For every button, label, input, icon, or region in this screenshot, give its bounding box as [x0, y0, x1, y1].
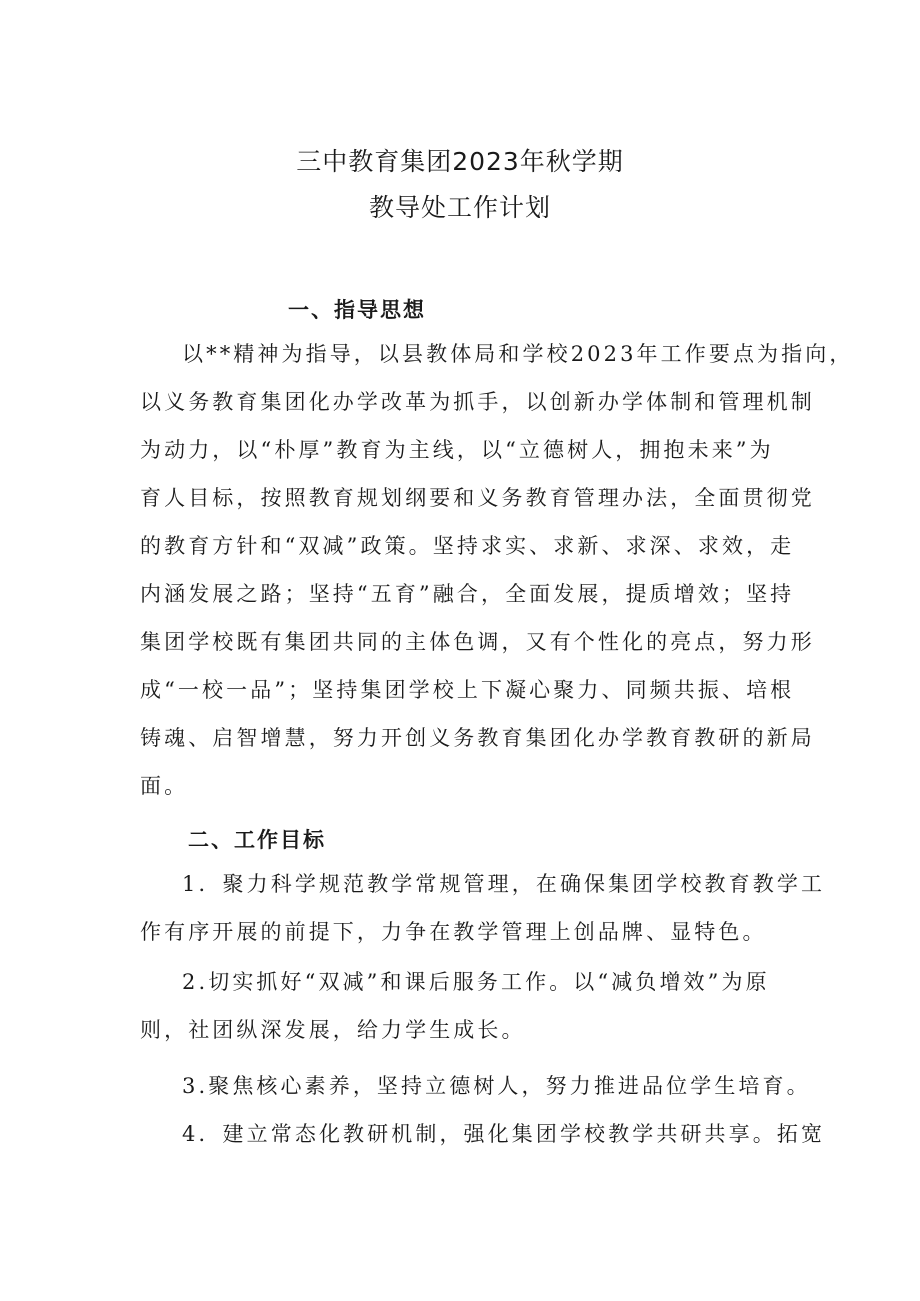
goal-item-2 — [140, 958, 790, 1054]
paragraph-line: 作有序开展的前提下，力争在教学管理上创品牌、显特色。 — [140, 920, 767, 944]
section1-heading: 一、指导思想 — [288, 298, 426, 322]
paragraph-line: 以义务教育集团化办学改革为抓手，以创新办学体制和管理机制 — [140, 390, 815, 414]
paragraph-line: 2.切实抓好“双减”和课后服务工作。以“减负增效”为原 — [182, 970, 770, 994]
document-title-line1: 三中教育集团2023年秋学期 — [296, 147, 624, 176]
paragraph-line: 成“一校一品”；坚持集团学校上下凝心聚力、同频共振、培根 — [140, 678, 795, 702]
paragraph-line: 则，社团纵深发展，给力学生成长。 — [140, 1018, 526, 1042]
paragraph-line: 集团学校既有集团共同的主体色调，又有个性化的亮点，努力形 — [140, 630, 815, 654]
paragraph-line: 3.聚焦核心素养，坚持立德树人，努力推进品位学生培育。 — [182, 1074, 811, 1098]
section1-paragraph — [140, 330, 854, 810]
goal-item-4 — [140, 1110, 826, 1158]
paragraph-line: 4．建立常态化教研机制，强化集团学校教学共研共享。拓宽 — [182, 1122, 826, 1146]
paragraph-line: 铸魂、启智增慧，努力开创义务教育集团化办学教育教研的新局 — [140, 726, 815, 750]
paragraph-line: 育人目标，按照教育规划纲要和义务教育管理办法，全面贯彻党 — [140, 486, 815, 510]
paragraph-line: 以**精神为指导，以县教体局和学校2023年工作要点为指向， — [182, 342, 854, 366]
goal-item-3 — [140, 1062, 811, 1110]
paragraph-line: 的教育方针和“双减”政策。坚持求实、求新、求深、求效，走 — [140, 534, 795, 558]
paragraph-line: 内涵发展之路；坚持“五育”融合，全面发展，提质增效；坚持 — [140, 582, 795, 606]
paragraph-line: 1．聚力科学规范教学常规管理，在确保集团学校教育教学工 — [182, 872, 826, 896]
goal-item-1 — [140, 860, 826, 956]
document-title-line2: 教导处工作计划 — [368, 193, 551, 222]
section2-heading: 二、工作目标 — [188, 828, 326, 852]
paragraph-line: 为动力，以“朴厚”教育为主线，以“立德树人，拥抱未来”为 — [140, 438, 774, 462]
paragraph-line: 面。 — [140, 774, 189, 798]
